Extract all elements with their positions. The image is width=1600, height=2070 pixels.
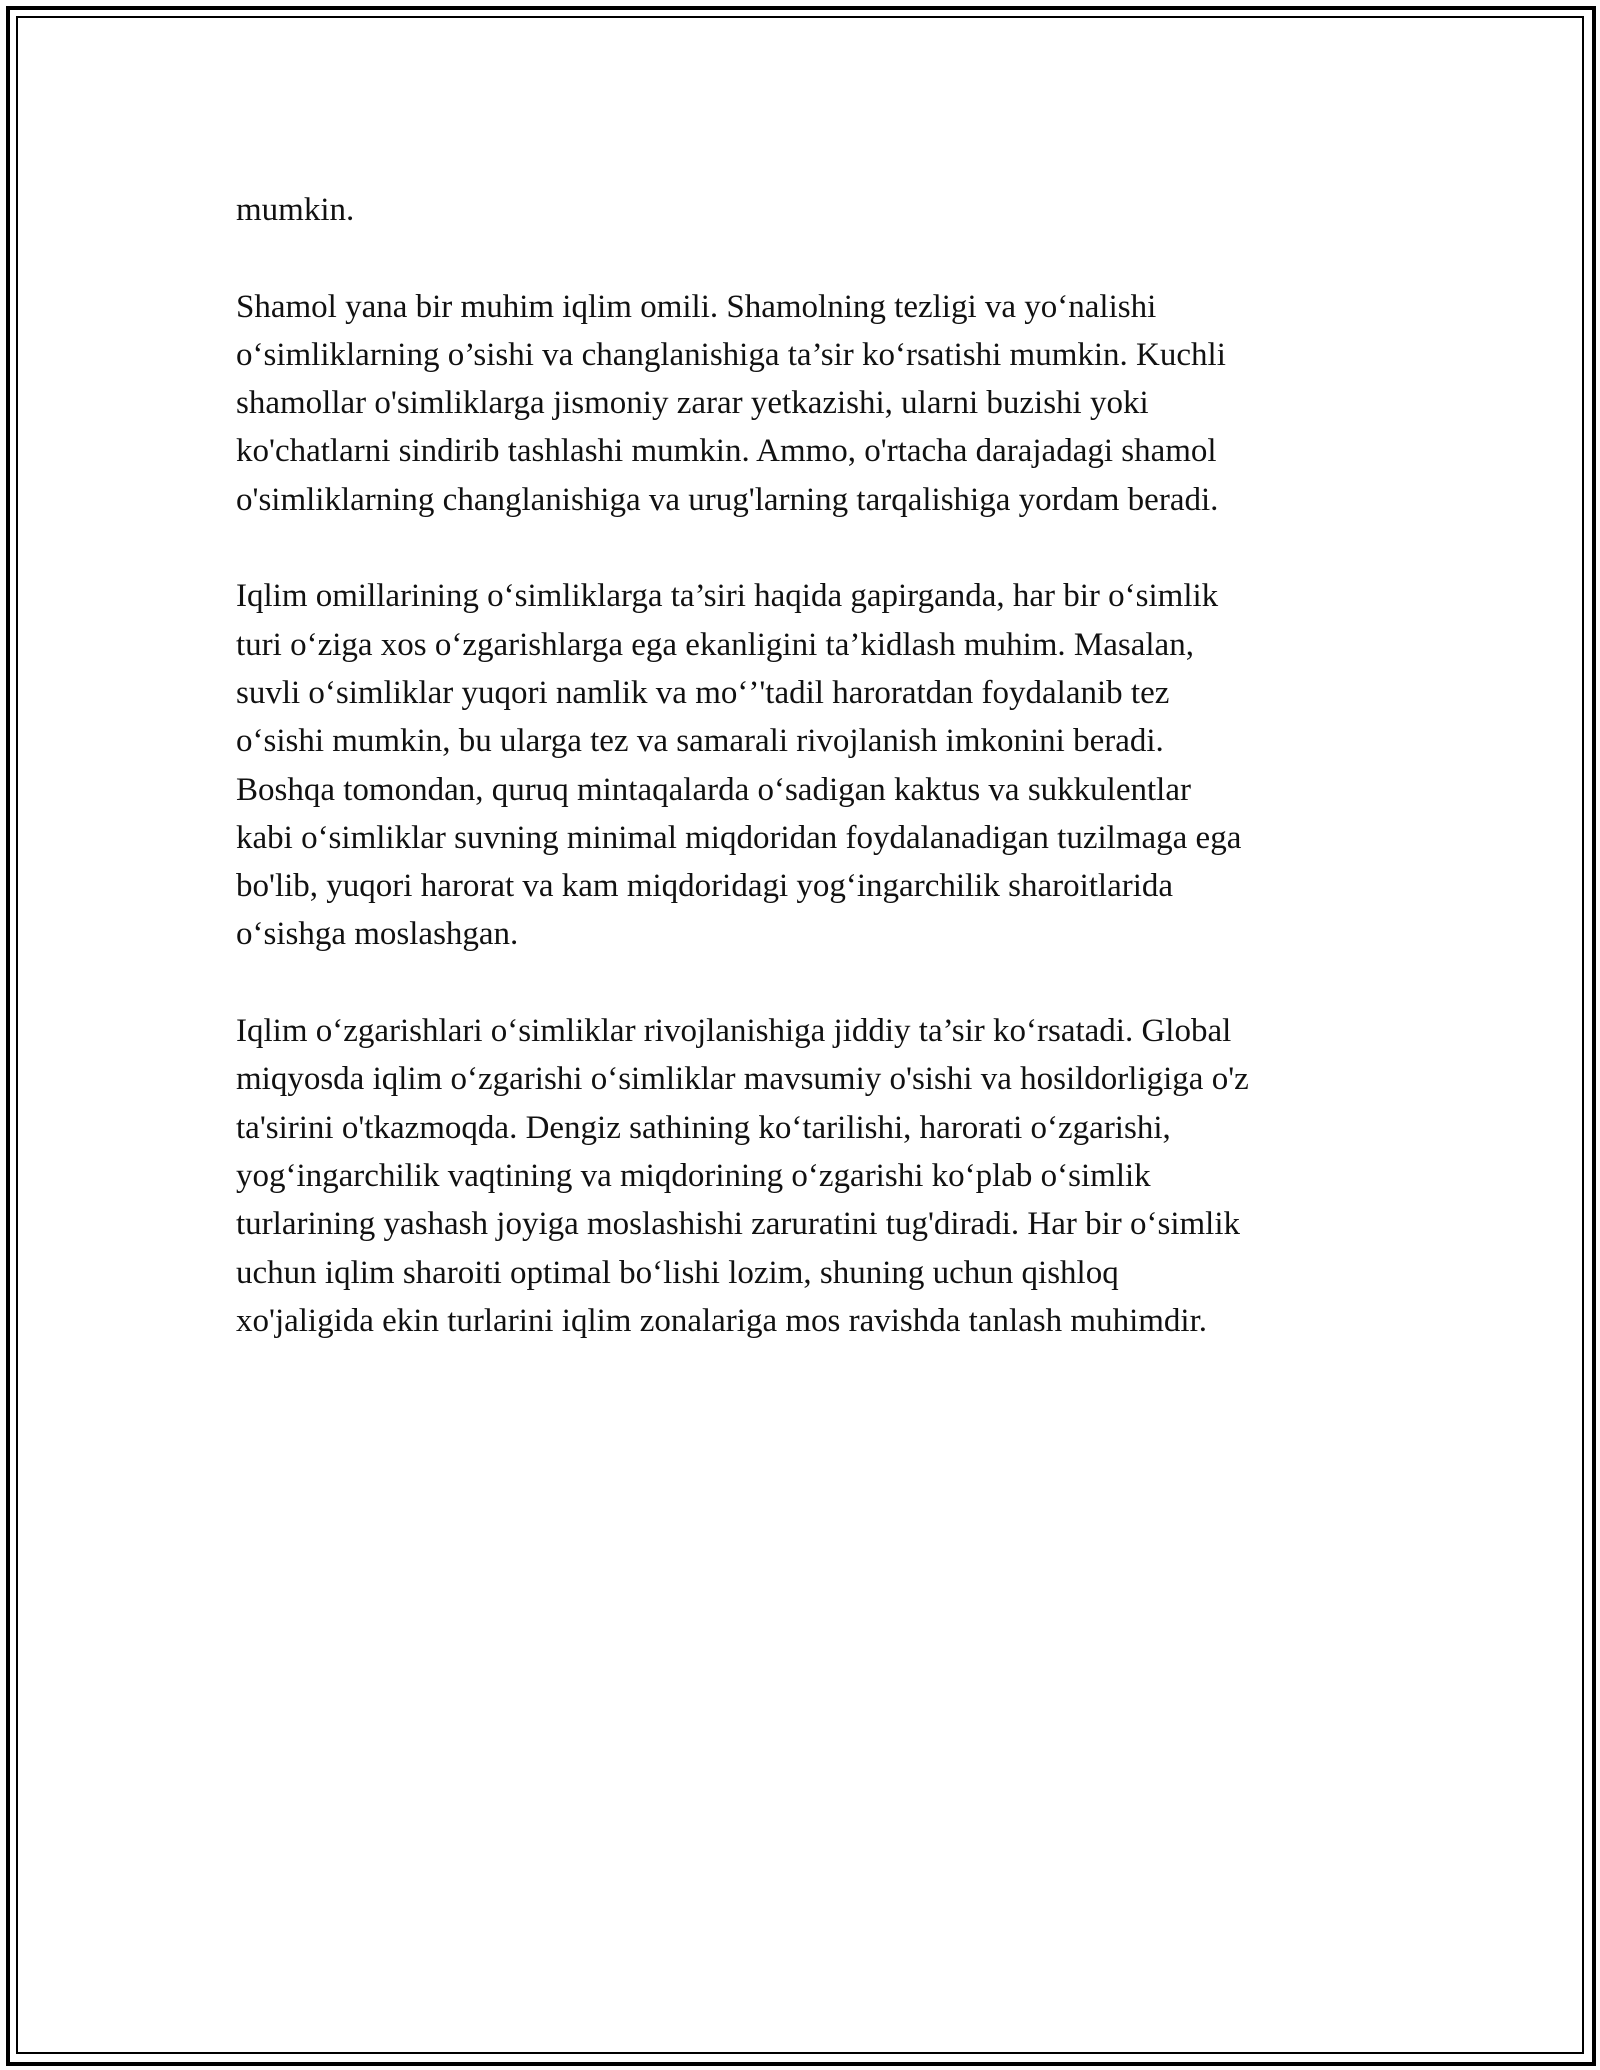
text-line: o'simliklarning changlanishiga va urug'larning tarqalishiga yordam beradi. xyxy=(236,481,1219,518)
text-line: uchun iqlim sharoiti optimal bo‘lishi lozim, shuning uchun qishloq xyxy=(236,1254,1119,1291)
text-line: shamollar o'simliklarga jismoniy zarar yetkazishi, ularni buzishi yoki xyxy=(236,385,1149,422)
text-line: ta'sirini o'tkazmoqda. Dengiz sathining ko‘tarilishi, harorati o‘zgarishi, xyxy=(236,1109,1171,1146)
text-line: ko'chatlarni sindirib tashlashi mumkin. Ammo, o'rtacha darajadagi shamol xyxy=(236,433,1217,470)
paragraph xyxy=(236,283,1376,524)
document-body xyxy=(236,186,1376,1345)
paragraph xyxy=(236,186,1376,234)
text-line: Boshqa tomondan, quruq mintaqalarda o‘sadigan kaktus va sukkulentlar xyxy=(236,771,1191,808)
text-line: miqyosda iqlim o‘zgarishi o‘simliklar mavsumiy o'sishi va hosildorligiga o'z xyxy=(236,1061,1249,1098)
text-line: yog‘ingarchilik vaqtining va miqdorining o‘zgarishi ko‘plab o‘simlik xyxy=(236,1157,1151,1194)
text-line: o‘sishga moslashgan. xyxy=(236,916,519,953)
text-line: o‘sishi mumkin, bu ularga tez va samarali rivojlanish imkonini beradi. xyxy=(236,723,1164,760)
paragraph-gap xyxy=(236,234,1376,282)
text-line: Iqlim omillarining o‘simliklarga ta’siri haqida gapirganda, har bir o‘simlik xyxy=(236,578,1219,615)
text-line: turlarining yashash joyiga moslashishi zaruratini tug'diradi. Har bir o‘simlik xyxy=(236,1206,1241,1243)
text-line: mumkin. xyxy=(236,192,355,228)
text-line: o‘simliklarning o’sishi va changlanishiga ta’sir ko‘rsatishi mumkin. Kuchli xyxy=(236,336,1226,373)
text-line: xo'jaligida ekin turlarini iqlim zonalariga mos ravishda tanlash muhimdir. xyxy=(236,1302,1207,1339)
text-line: Iqlim o‘zgarishlari o‘simliklar rivojlanishiga jiddiy ta’sir ko‘rsatadi. Global xyxy=(236,1013,1232,1050)
text-line: suvli o‘simliklar yuqori namlik va mo‘’'tadil haroratdan foydalanib tez xyxy=(236,674,1170,711)
text-line: turi o‘ziga xos o‘zgarishlarga ega ekanligini ta’kidlash muhim. Masalan, xyxy=(236,626,1194,663)
paragraph-gap xyxy=(236,524,1376,572)
text-line: Shamol yana bir muhim iqlim omili. Shamolning tezligi va yo‘nalishi xyxy=(236,288,1157,325)
paragraph xyxy=(236,572,1376,958)
paragraph xyxy=(236,1007,1376,1345)
text-line: kabi o‘simliklar suvning minimal miqdoridan foydalanadigan tuzilmaga ega xyxy=(236,819,1242,856)
paragraph-gap xyxy=(236,959,1376,1007)
text-line: bo'lib, yuqori harorat va kam miqdoridagi yog‘ingarchilik sharoitlarida xyxy=(236,868,1174,905)
